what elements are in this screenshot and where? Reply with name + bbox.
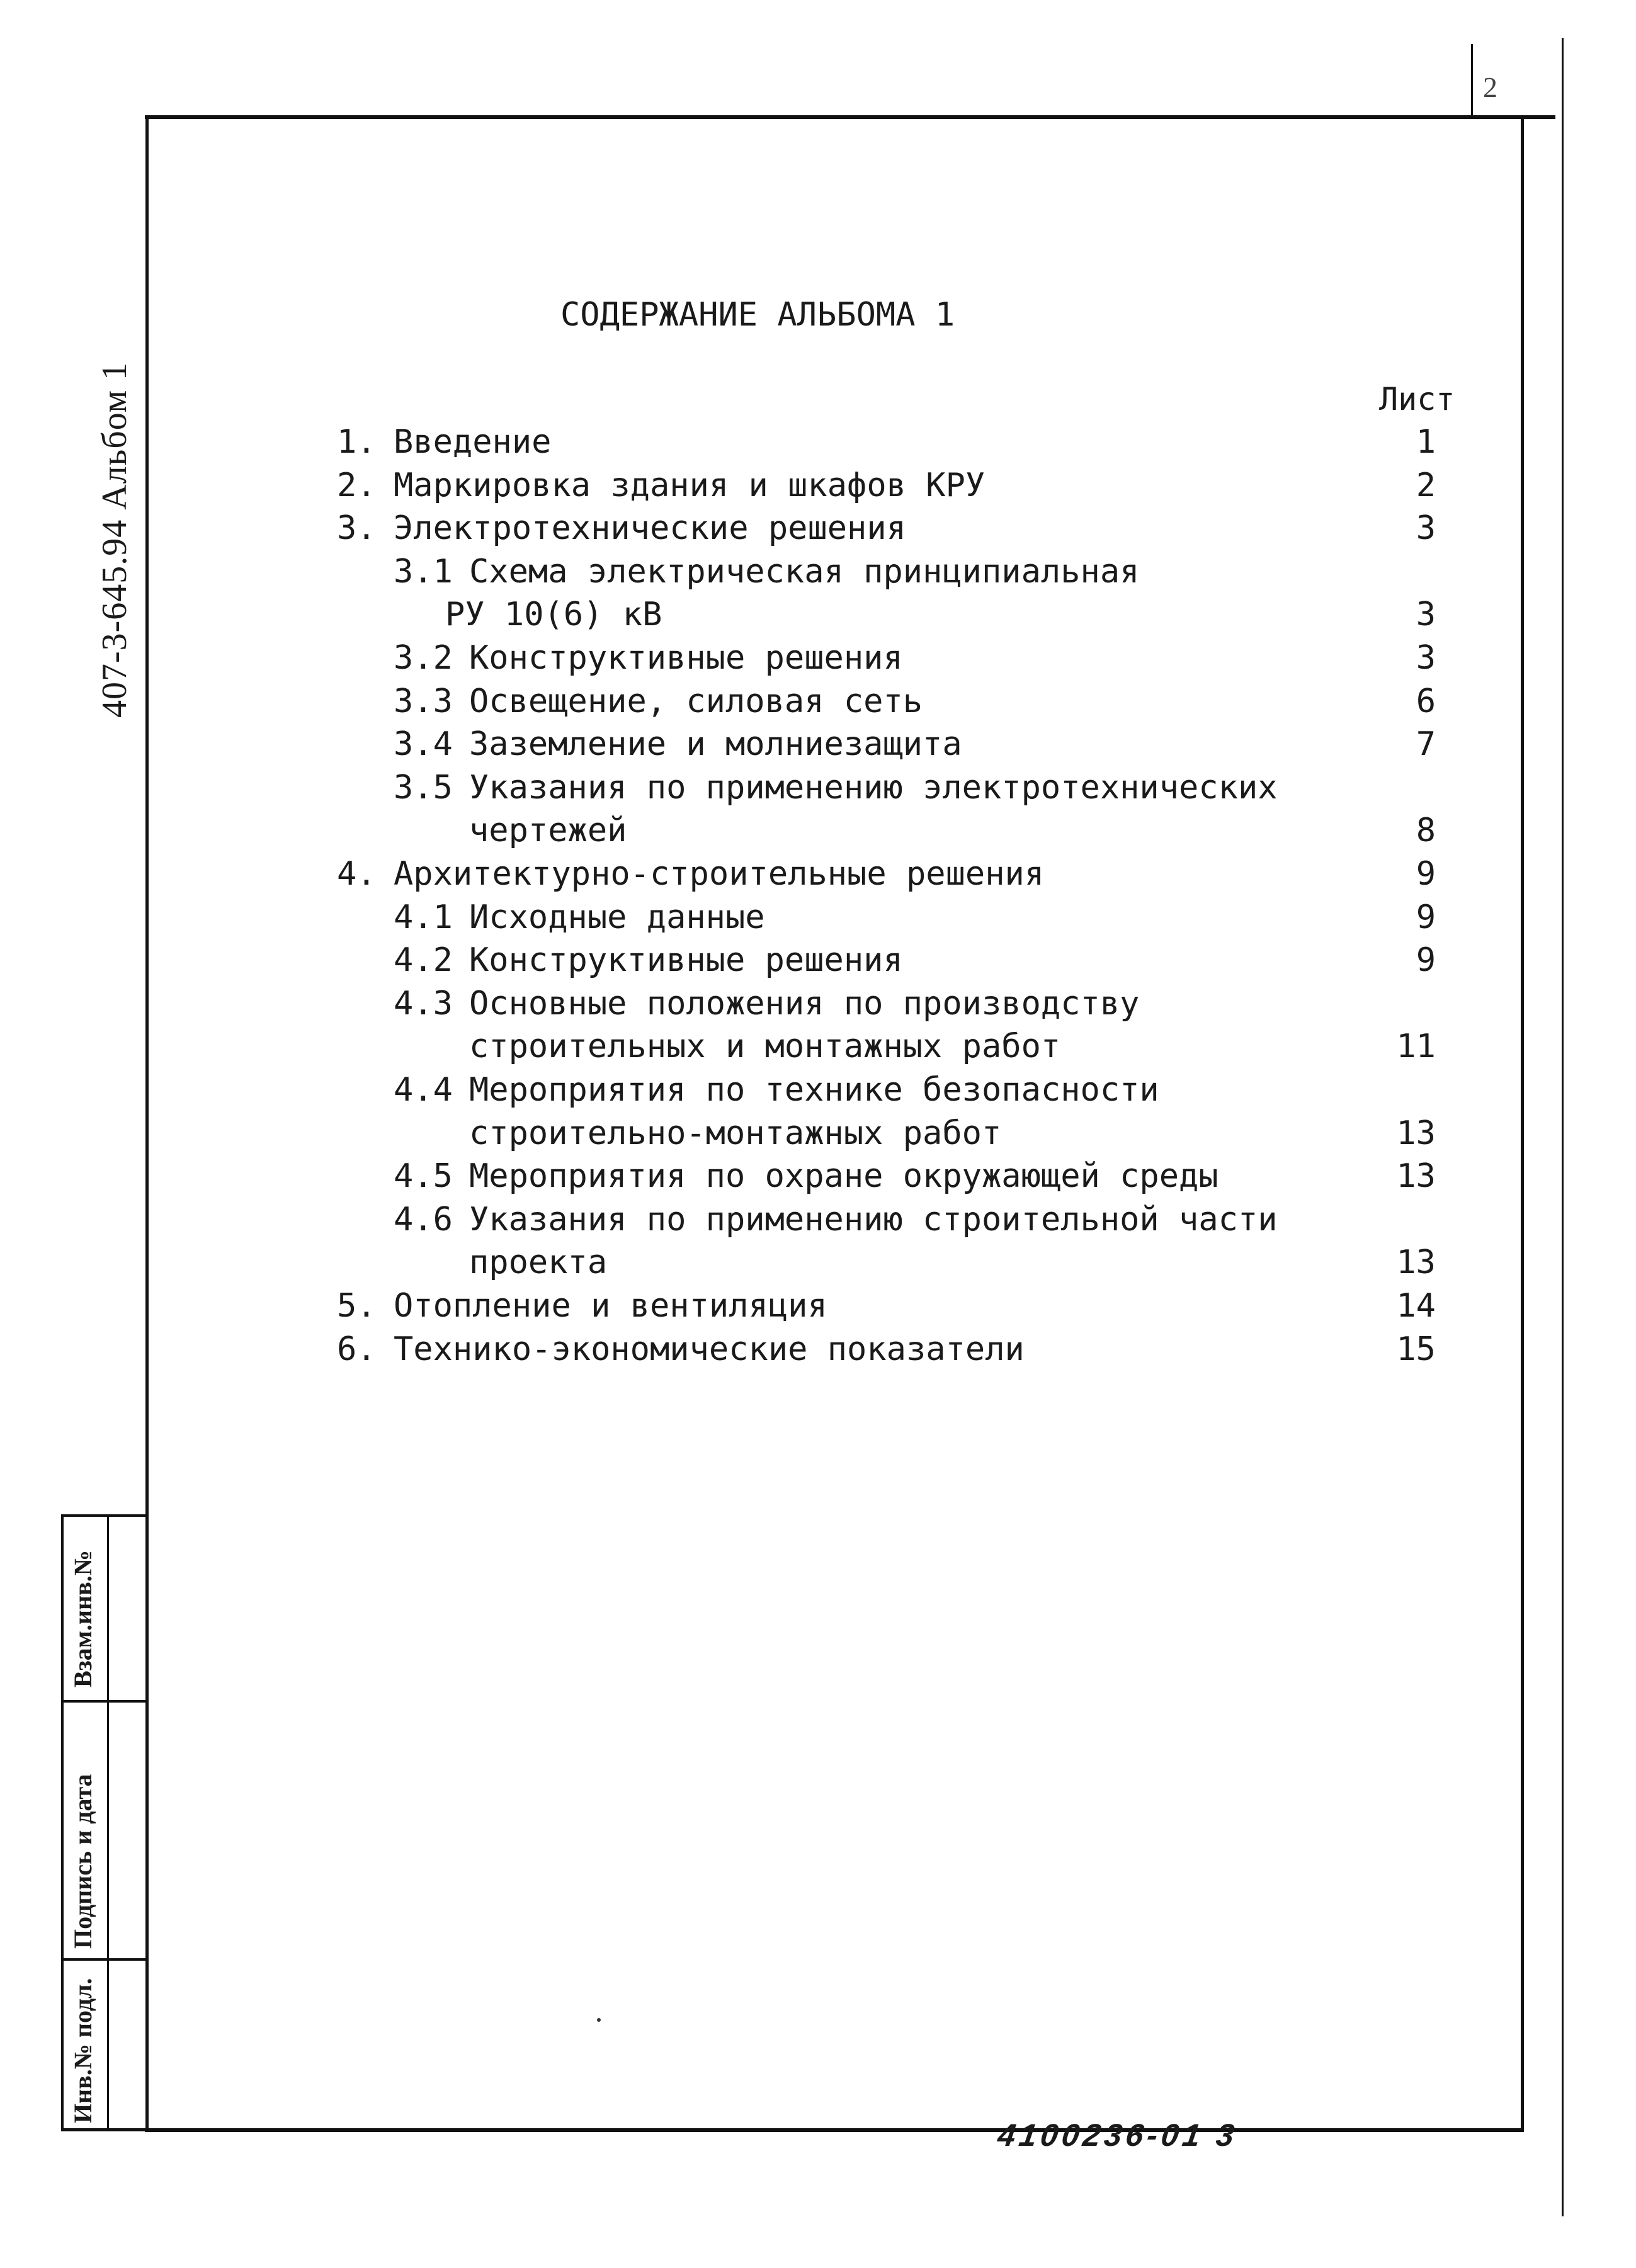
stamp-row-divider-1 xyxy=(61,1700,148,1703)
page-number-box-left xyxy=(1471,44,1473,118)
toc-number: 3. xyxy=(337,509,377,548)
toc-page-number: 6 xyxy=(1416,682,1436,720)
ink-dot xyxy=(597,2018,601,2022)
sheet-column-header: Лист xyxy=(1379,381,1455,417)
toc-number: 6. xyxy=(337,1330,377,1368)
document-code-vertical: 407-3-645.94 Альбом 1 xyxy=(95,361,134,718)
toc-text: Мероприятия по технике безопасности xyxy=(469,1071,1159,1109)
toc-row xyxy=(0,464,1636,507)
toc-text: Указания по применению строительной части xyxy=(469,1200,1278,1239)
stamp-mid-divider xyxy=(107,1514,109,2131)
toc-number: 4.6 xyxy=(394,1200,453,1239)
toc-page-number: 9 xyxy=(1416,941,1436,980)
toc-page-number: 3 xyxy=(1416,509,1436,548)
toc-number: 3.2 xyxy=(394,639,453,677)
toc-row xyxy=(0,1328,1636,1371)
toc-text: Введение xyxy=(394,423,552,461)
toc-page-number: 14 xyxy=(1396,1287,1436,1325)
toc-text: строительно-монтажных работ xyxy=(469,1114,1002,1152)
stamp-label-podpis: Подпись и дата xyxy=(69,1774,97,1949)
toc-number: 2. xyxy=(337,466,377,504)
toc-row xyxy=(0,1241,1636,1284)
toc-text: Заземление и молниезащита xyxy=(469,725,962,764)
toc-number: 3.4 xyxy=(394,725,453,764)
toc-row xyxy=(0,853,1636,895)
toc-row xyxy=(0,550,1636,593)
toc-text: РУ 10(6) кВ xyxy=(445,596,662,634)
toc-text: Мероприятия по охране окружающей среды xyxy=(469,1157,1218,1196)
toc-row xyxy=(0,1198,1636,1241)
stamp-outer-left xyxy=(61,1514,64,2131)
toc-page-number: 8 xyxy=(1416,812,1436,850)
stamp-row-divider-2 xyxy=(61,1958,148,1961)
toc-page-number: 2 xyxy=(1416,466,1436,504)
frame-top-border xyxy=(145,115,1555,119)
toc-text: строительных и монтажных работ xyxy=(469,1028,1061,1066)
toc-row xyxy=(0,1112,1636,1155)
toc-number: 5. xyxy=(337,1287,377,1325)
toc-page-number: 9 xyxy=(1416,898,1436,936)
toc-row xyxy=(0,1155,1636,1198)
toc-row xyxy=(0,680,1636,723)
toc-number: 1. xyxy=(337,423,377,461)
toc-number: 4.2 xyxy=(394,941,453,980)
toc-row xyxy=(0,421,1636,463)
toc-row xyxy=(0,766,1636,809)
toc-text: Конструктивные решения xyxy=(469,639,903,677)
toc-row xyxy=(0,982,1636,1025)
toc-number: 3.3 xyxy=(394,682,453,720)
toc-text: Маркировка здания и шкафов КРУ xyxy=(394,466,986,504)
toc-number: 4.5 xyxy=(394,1157,453,1196)
toc-text: проекта xyxy=(469,1244,608,1282)
toc-page-number: 15 xyxy=(1396,1330,1436,1368)
toc-text: Отопление и вентиляция xyxy=(394,1287,827,1325)
page-number: 2 xyxy=(1483,71,1497,103)
toc-text: Исходные данные xyxy=(469,898,765,936)
toc-page-number: 7 xyxy=(1416,725,1436,764)
toc-row xyxy=(0,1025,1636,1068)
toc-number: 4.3 xyxy=(394,984,453,1023)
toc-number: 4. xyxy=(337,855,377,893)
toc-page-number: 11 xyxy=(1396,1028,1436,1066)
toc-page-number: 1 xyxy=(1416,423,1436,461)
toc-row xyxy=(0,1284,1636,1327)
toc-page-number: 13 xyxy=(1396,1157,1436,1196)
toc-text: Указания по применению электротехнических xyxy=(469,768,1278,807)
stamp-label-inv-podl: Инв.№ подл. xyxy=(69,1978,97,2123)
toc-page-number: 13 xyxy=(1396,1244,1436,1282)
toc-number: 3.5 xyxy=(394,768,453,807)
page-title: СОДЕРЖАНИЕ АЛЬБОМА 1 xyxy=(560,296,955,334)
toc-page-number: 3 xyxy=(1416,596,1436,634)
toc-number: 4.4 xyxy=(394,1071,453,1109)
toc-number: 4.1 xyxy=(394,898,453,936)
frame-bottom-border xyxy=(145,2128,1524,2132)
toc-text: Основные положения по производству xyxy=(469,984,1140,1023)
toc-text: Схема электрическая принципиальная xyxy=(469,552,1140,591)
footer-archive-code: 4100236-01 3 xyxy=(996,2118,1241,2153)
toc-row xyxy=(0,507,1636,550)
toc-page-number: 9 xyxy=(1416,855,1436,893)
toc-row xyxy=(0,1069,1636,1111)
toc-text: Архитектурно-строительные решения xyxy=(394,855,1045,893)
toc-row xyxy=(0,593,1636,636)
toc-row xyxy=(0,809,1636,852)
toc-number: 3.1 xyxy=(394,552,453,591)
stamp-top xyxy=(61,1514,148,1517)
toc-row xyxy=(0,896,1636,939)
toc-text: Технико-экономические показатели xyxy=(394,1330,1025,1368)
toc-page-number: 13 xyxy=(1396,1114,1436,1152)
toc-text: чертежей xyxy=(469,812,627,850)
toc-text: Электротехнические решения xyxy=(394,509,906,548)
toc-page-number: 3 xyxy=(1416,639,1436,677)
toc-row xyxy=(0,939,1636,982)
toc-text: Конструктивные решения xyxy=(469,941,903,980)
stamp-bottom xyxy=(61,2128,148,2131)
toc-row xyxy=(0,637,1636,679)
toc-row xyxy=(0,723,1636,766)
stamp-label-vzam-inv: Взам.инв.№ xyxy=(69,1550,97,1687)
toc-text: Освещение, силовая сеть xyxy=(469,682,923,720)
